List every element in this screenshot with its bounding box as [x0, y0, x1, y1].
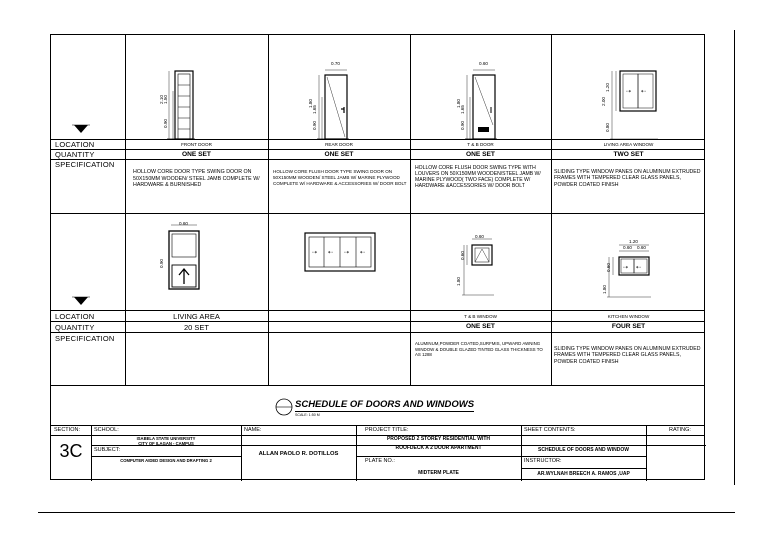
rear-door-dim-3: 1.65 — [311, 105, 317, 114]
divider — [51, 321, 704, 322]
schedule-scale: SCALE: 1:50 M — [295, 413, 320, 417]
subject-label: SUBJECT: — [94, 447, 120, 453]
kitchen-window-location: KITCHEN WINDOW — [607, 314, 650, 319]
tb-door-spec: HOLLOW CORE FLUSH DOOR SWING TYPE WITH LOUVERS ON 50X150MM WOODEN/STEEL JAMB W/ MARINE PLYWOOD( TWO FACE) COMPLETE W/ HARDWARE &ACCESSORIES W/ DOOR BOLT — [415, 165, 541, 190]
living-window-location: LIVING AREA WINDOW — [603, 142, 654, 147]
tb-window-dim-width: 0.60 — [475, 234, 484, 239]
tb-window-dim-height: 0.60 — [459, 251, 465, 260]
divider — [51, 159, 704, 160]
school-value-2: CITY OF ILAGAN - CAMPUS — [138, 441, 194, 446]
tb-window-spec: ALUMINUM,POWDER COATED,SURFMIS, UPWARD AWNING WINDOW & DOUBLE GLAZED TINTED GLASS THICKNESS TO AS 1288 — [415, 341, 543, 358]
kitchen-window-dim-1: 1.20 — [629, 239, 638, 244]
tb-window-quantity: ONE SET — [466, 323, 495, 330]
living-area-dim-width: 0.60 — [179, 221, 188, 226]
divider — [51, 213, 704, 214]
svg-text:⇠: ⇠ — [360, 250, 366, 256]
rating-label: RATING: — [669, 427, 691, 433]
instructor-value: AR.WYLNAH BREECH A. RAMOS ,UAP — [537, 471, 630, 477]
divider — [51, 149, 704, 150]
svg-text:⇢: ⇢ — [344, 250, 350, 256]
kitchen-window-spec: SLIDING TYPE WINDOW PANES ON ALUMINUM EXTRUDED FRAMES WITH TEMPERED CLEAR GLASS PANELS, POWDER COATED FINISH — [554, 346, 701, 365]
subject-value: COMPUTER AIDED DESIGN AND DRAFTING 2 — [120, 458, 212, 463]
kitchen-window-dim-4: 0.60 — [605, 263, 611, 272]
living-window-dim-2: 1.20 — [604, 83, 610, 92]
name-label: NAME: — [244, 427, 262, 433]
svg-text:⇢: ⇢ — [312, 250, 318, 256]
svg-text:⇠: ⇠ — [641, 89, 647, 95]
tb-window-elevation — [456, 235, 516, 297]
front-door-location: FRONT DOOR — [181, 142, 212, 147]
living-window-quantity: TWO SET — [613, 151, 644, 158]
school-value-1: ISABELA STATE UNIVERSITY — [136, 436, 196, 441]
tb-door-elevation — [461, 67, 521, 143]
divider — [51, 385, 704, 386]
project-value-2: ROOFDECK A 2 DOOR APARTMENT — [395, 445, 482, 451]
living-area-quantity: 20 SET — [183, 323, 209, 332]
living-window-dim-1: 2.00 — [600, 97, 606, 106]
section-value: 3C — [59, 441, 83, 461]
divider — [521, 468, 646, 469]
schedule-title: SCHEDULE OF DOORS AND WINDOWS — [295, 399, 475, 410]
tb-door-dim-width: 0.60 — [479, 61, 488, 66]
front-door-dim-3: 0.90 — [162, 119, 168, 128]
tb-window-location: T & B WINDOW — [464, 314, 497, 319]
rear-door-location: REAR DOOR — [325, 142, 353, 147]
living-window-spec: SLIDING TYPE WINDOW PANES ON ALUMINUM EXTRUDED FRAMES WITH TEMPERED CLEAR GLASS PANELS, POWDER COATED FINISH — [554, 169, 701, 188]
specification-label: SPECIFICATION — [55, 160, 115, 169]
location-label: LOCATION — [55, 312, 95, 321]
name-value: ALLAN PAOLO R. DOTILLOS — [258, 451, 339, 457]
kitchen-window-dim-5: 1.80 — [601, 285, 607, 294]
location-label: LOCATION — [55, 140, 95, 149]
kitchen-window-dim-3: 0.60 — [637, 245, 646, 250]
section-marker-icon — [71, 123, 91, 135]
divider — [91, 456, 241, 457]
rear-door-quantity: ONE SET — [324, 151, 354, 158]
sliding-panel-elevation — [303, 231, 379, 275]
tb-door-dim-4: 0.90 — [459, 121, 465, 130]
svg-text:⇢: ⇢ — [626, 89, 632, 95]
divider — [51, 332, 704, 333]
divider — [51, 310, 704, 311]
plate-label: PLATE NO.: — [365, 458, 395, 464]
divider — [91, 425, 92, 481]
section-marker-icon — [71, 295, 91, 307]
living-window-elevation — [606, 65, 676, 141]
quantity-label: QUANTITY — [55, 150, 95, 159]
living-window-dim-3: 0.80 — [604, 123, 610, 132]
front-door-dim-1: 2.10 — [158, 95, 164, 104]
tb-window-dim-sill: 1.80 — [455, 277, 461, 286]
instructor-label: INSTRUCTOR: — [524, 458, 562, 464]
front-door-spec: HOLLOW CORE DOOR TYPE SWING DOOR ON 50X150MM WOODEN/ STEEL JAMB COMPLETE W/ HARDWARE & BURNISHED — [133, 169, 260, 189]
drawing-sheet — [50, 34, 705, 480]
living-area-location: LIVING AREA — [173, 312, 220, 321]
svg-text:⇠: ⇠ — [636, 265, 642, 271]
section-symbol-icon — [273, 397, 297, 417]
sheet-contents-label: SHEET CONTENTS: — [524, 427, 576, 433]
divider — [356, 456, 646, 457]
rear-door-spec: HOLLOW CORE FLUSH DOOR TYPE SWING DOOR ON 50X150MM WOODEN/ STEEL JAMB W/ MARINE PLYWOOD COMPLETE W/ HARDWARE & ACCESSORIES W/ DOOR BOLT — [273, 169, 407, 186]
divider — [646, 425, 647, 481]
school-label: SCHOOL: — [94, 427, 119, 433]
sheet-contents-value: SCHEDULE OF DOORS AND WINDOW — [538, 447, 629, 453]
tb-door-dim-3: 1.65 — [459, 105, 465, 114]
svg-text:⇠: ⇠ — [328, 250, 334, 256]
divider — [125, 35, 126, 385]
kitchen-window-dim-2: 0.60 — [623, 245, 632, 250]
front-door-elevation — [163, 71, 233, 143]
svg-text:⇢: ⇢ — [623, 265, 629, 271]
rear-door-dim-4: 0.90 — [311, 121, 317, 130]
front-door-dim-2: 1.50 — [162, 95, 168, 104]
rear-door-dim-width: 0.70 — [331, 61, 340, 66]
divider — [268, 35, 269, 385]
kitchen-window-quantity: FOUR SET — [611, 323, 646, 330]
page-border-bottom — [38, 512, 735, 513]
living-area-dim-height: 0.90 — [158, 259, 164, 268]
section-label: SECTION: — [54, 427, 80, 433]
page-border-right — [734, 30, 735, 485]
tb-door-dim-2: 1.80 — [455, 99, 461, 108]
divider — [551, 35, 552, 385]
specification-label: SPECIFICATION — [55, 334, 115, 343]
plate-value: MIDTERM PLATE — [418, 470, 459, 476]
quantity-label: QUANTITY — [55, 323, 95, 332]
rear-door-dim-2: 1.80 — [307, 99, 313, 108]
tb-door-quantity: ONE SET — [466, 151, 495, 158]
front-door-quantity: ONE SET — [182, 151, 211, 158]
divider — [51, 425, 704, 426]
tb-door-location: T & B DOOR — [467, 142, 494, 147]
project-value-1: PROPOSED 2 STOREY RESIDENTIAL WITH — [386, 436, 491, 442]
rear-door-elevation — [313, 67, 373, 143]
divider — [410, 35, 411, 385]
project-label: PROJECT TITLE: — [365, 427, 409, 433]
